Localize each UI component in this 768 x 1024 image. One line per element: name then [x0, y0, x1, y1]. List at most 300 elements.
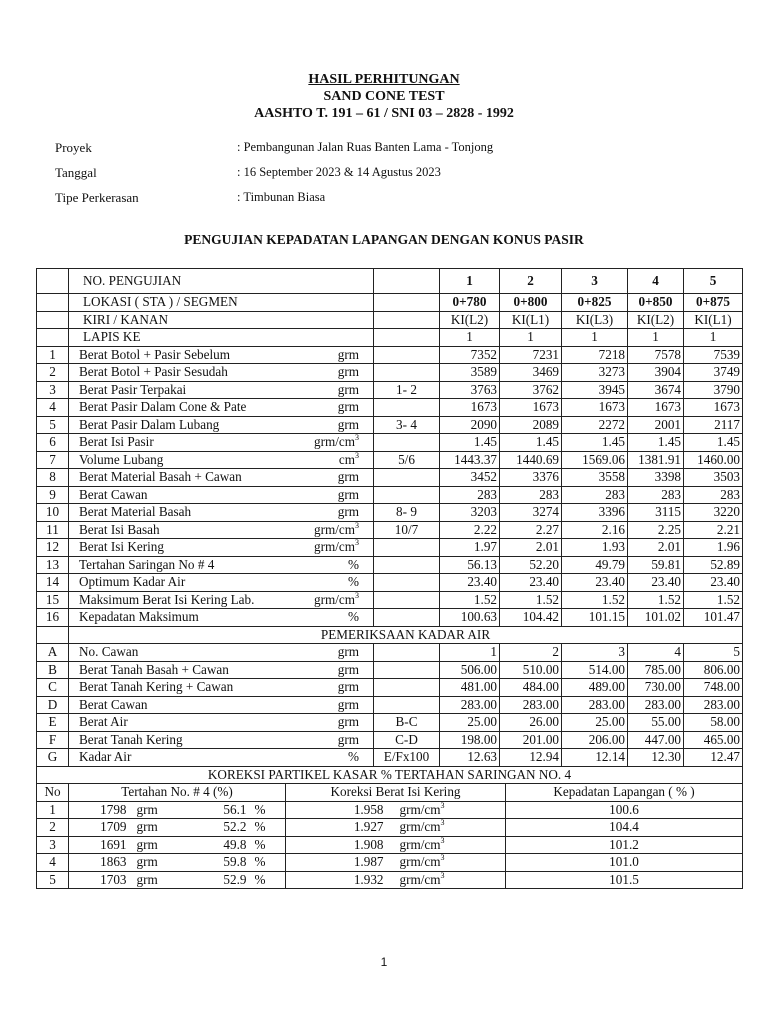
row-value: 3763 — [440, 381, 500, 399]
row-value: 59.81 — [628, 556, 684, 574]
unit-cell: grm — [289, 679, 374, 697]
koreksi-header-no: No — [37, 784, 69, 802]
row-value: 1.45 — [684, 434, 743, 452]
row-value: 3398 — [628, 469, 684, 487]
row-value: 7352 — [440, 346, 500, 364]
koreksi-table — [36, 783, 743, 889]
tertahan-percent: 59.8 — [187, 854, 249, 872]
unit-cell — [289, 486, 374, 504]
unit-text: grm — [337, 469, 359, 485]
lokasi-value: 0+780 — [440, 294, 500, 312]
no-pengujian-label: NO. PENGUJIAN — [69, 269, 374, 294]
lokasi-value: 0+825 — [562, 294, 628, 312]
row-formula: B-C — [374, 714, 440, 732]
unit-text: % — [348, 574, 359, 590]
row-value: 2 — [500, 644, 562, 662]
density-unit-text: grm/cm — [399, 871, 441, 887]
kadar-row — [37, 749, 743, 767]
row-value: 1673 — [562, 399, 628, 417]
row-value: 785.00 — [628, 661, 684, 679]
calc-row — [37, 416, 743, 434]
row-value: 2089 — [500, 416, 562, 434]
calc-row — [37, 399, 743, 417]
kepadatan-value: 101.5 — [506, 871, 743, 889]
row-value: 1443.37 — [440, 451, 500, 469]
row-value: 3 — [562, 644, 628, 662]
kepadatan-value: 104.4 — [506, 819, 743, 837]
koreksi-header-row — [37, 784, 743, 802]
row-number: 14 — [37, 574, 69, 592]
unit-cell — [289, 504, 374, 522]
meta-value: : Timbunan Biasa — [237, 190, 326, 204]
kiri-kanan-value: KI(L3) — [562, 311, 628, 329]
document-subtitle: SAND CONE TEST — [323, 89, 445, 104]
row-value: 2.27 — [500, 521, 562, 539]
row-value: 447.00 — [628, 731, 684, 749]
row-number: 3 — [37, 381, 69, 399]
unit-text: grm — [337, 346, 359, 362]
row-value: 26.00 — [500, 714, 562, 732]
row-value: 2.01 — [500, 539, 562, 557]
sand-cone-table — [36, 268, 743, 784]
row-value: 25.00 — [440, 714, 500, 732]
row-value: 1673 — [684, 399, 743, 417]
row-label: Berat Tanah Kering — [69, 731, 289, 749]
row-label: No. Cawan — [69, 644, 289, 662]
row-value: 12.14 — [562, 749, 628, 767]
row-value: 101.02 — [628, 609, 684, 627]
row-label: Kepadatan Maksimum — [69, 609, 289, 627]
row-value: 2.22 — [440, 521, 500, 539]
row-value: 1.45 — [500, 434, 562, 452]
tertahan-percent: 52.2 — [187, 819, 249, 837]
row-value: 25.00 — [562, 714, 628, 732]
row-number: 12 — [37, 539, 69, 557]
koreksi-row — [37, 854, 743, 872]
kadar-row — [37, 696, 743, 714]
row-value: 1.45 — [628, 434, 684, 452]
row-number: 8 — [37, 469, 69, 487]
percent-unit: % — [249, 819, 286, 837]
density-unit — [398, 871, 506, 889]
kepadatan-value: 101.2 — [506, 836, 743, 854]
test-number: 3 — [562, 269, 628, 294]
unit-cell: grm — [289, 731, 374, 749]
row-value: 3220 — [684, 504, 743, 522]
row-letter: D — [37, 696, 69, 714]
tertahan-percent: 56.1 — [187, 801, 249, 819]
kepadatan-value: 100.6 — [506, 801, 743, 819]
unit-text: grm — [337, 399, 359, 415]
row-label: Optimum Kadar Air — [69, 574, 289, 592]
row-label: Berat Tanah Basah + Cawan — [69, 661, 289, 679]
row-formula: 3- 4 — [374, 416, 440, 434]
row-formula — [374, 591, 440, 609]
tertahan-weight: 1798 — [69, 801, 129, 819]
row-number: 3 — [37, 836, 69, 854]
row-value: 3904 — [628, 364, 684, 382]
meta-label: Tanggal — [55, 165, 97, 180]
row-formula — [374, 679, 440, 697]
koreksi-row — [37, 819, 743, 837]
koreksi-density: 1.927 — [286, 819, 398, 837]
row-value: 1.96 — [684, 539, 743, 557]
row-formula — [374, 346, 440, 364]
lokasi-value: 0+800 — [500, 294, 562, 312]
row-label: Berat Botol + Pasir Sebelum — [69, 346, 289, 364]
tertahan-percent: 52.9 — [187, 871, 249, 889]
row-number: 1 — [37, 801, 69, 819]
row-value: 2272 — [562, 416, 628, 434]
row-value: 4 — [628, 644, 684, 662]
row-formula — [374, 609, 440, 627]
lapis-label: LAPIS KE — [69, 329, 374, 347]
row-value: 1.52 — [440, 591, 500, 609]
row-number: 11 — [37, 521, 69, 539]
test-number: 4 — [628, 269, 684, 294]
row-value: 1673 — [500, 399, 562, 417]
row-formula — [374, 434, 440, 452]
unit-cell: grm — [289, 714, 374, 732]
row-value: 1.52 — [562, 591, 628, 609]
unit-superscript: 3 — [355, 433, 359, 443]
koreksi-header-kepadatan: Kepadatan Lapangan ( % ) — [506, 784, 743, 802]
row-formula — [374, 486, 440, 504]
row-value: 283.00 — [562, 696, 628, 714]
row-value: 2.16 — [562, 521, 628, 539]
density-unit-superscript: 3 — [440, 870, 445, 880]
row-value: 283 — [500, 486, 562, 504]
row-value: 1440.69 — [500, 451, 562, 469]
row-value: 484.00 — [500, 679, 562, 697]
unit-cell — [289, 556, 374, 574]
density-unit-text: grm/cm — [399, 819, 441, 835]
tertahan-weight: 1691 — [69, 836, 129, 854]
unit-text: grm — [337, 504, 359, 520]
meta-value: : Pembangunan Jalan Ruas Banten Lama - Tonjong — [237, 140, 494, 154]
kiri-kanan-value: KI(L2) — [628, 311, 684, 329]
row-value: 3396 — [562, 504, 628, 522]
row-value: 2090 — [440, 416, 500, 434]
row-value: 283.00 — [628, 696, 684, 714]
density-unit-superscript: 3 — [440, 800, 445, 810]
kadar-air-title: PEMERIKSAAN KADAR AIR — [69, 626, 743, 644]
koreksi-row — [37, 871, 743, 889]
unit-text: % — [348, 556, 359, 572]
row-value: 3273 — [562, 364, 628, 382]
row-letter: E — [37, 714, 69, 732]
row-value: 506.00 — [440, 661, 500, 679]
row-value: 12.30 — [628, 749, 684, 767]
row-value: 12.94 — [500, 749, 562, 767]
calc-row — [37, 346, 743, 364]
test-number: 1 — [440, 269, 500, 294]
row-formula: 8- 9 — [374, 504, 440, 522]
row-value: 1.93 — [562, 539, 628, 557]
row-formula: E/Fx100 — [374, 749, 440, 767]
kadar-row — [37, 661, 743, 679]
row-label: Berat Isi Kering — [69, 539, 289, 557]
unit-cell — [289, 399, 374, 417]
unit-text: grm — [337, 364, 359, 380]
row-value: 3503 — [684, 469, 743, 487]
koreksi-density: 1.958 — [286, 801, 398, 819]
row-formula: C-D — [374, 731, 440, 749]
row-formula: 10/7 — [374, 521, 440, 539]
document-standard: AASHTO T. 191 – 61 / SNI 03 – 2828 - 1992 — [254, 106, 514, 121]
row-value: 283.00 — [684, 696, 743, 714]
tertahan-weight: 1709 — [69, 819, 129, 837]
row-letter: C — [37, 679, 69, 697]
lapis-value: 1 — [684, 329, 743, 347]
unit-text: grm — [337, 416, 359, 432]
row-value: 283 — [440, 486, 500, 504]
row-label: Berat Cawan — [69, 486, 289, 504]
lokasi-label: LOKASI ( STA ) / SEGMEN — [69, 294, 374, 312]
tertahan-unit: grm — [129, 801, 187, 819]
lapis-value: 1 — [440, 329, 500, 347]
row-value: 7218 — [562, 346, 628, 364]
row-value: 3452 — [440, 469, 500, 487]
row-number: 4 — [37, 399, 69, 417]
koreksi-row — [37, 836, 743, 854]
row-value: 23.40 — [562, 574, 628, 592]
unit-cell — [289, 591, 374, 609]
row-value: 1.45 — [440, 434, 500, 452]
unit-cell — [289, 416, 374, 434]
row-value: 1673 — [628, 399, 684, 417]
document-title: HASIL PERHITUNGAN — [308, 72, 460, 87]
row-formula — [374, 399, 440, 417]
koreksi-header-koreksi: Koreksi Berat Isi Kering — [286, 784, 506, 802]
row-value: 58.00 — [684, 714, 743, 732]
density-unit — [398, 819, 506, 837]
unit-text: grm — [337, 486, 359, 502]
row-label: Volume Lubang — [69, 451, 289, 469]
row-value: 1.52 — [628, 591, 684, 609]
calc-row — [37, 591, 743, 609]
page-number: 1 — [380, 955, 388, 969]
unit-cell — [289, 609, 374, 627]
row-value: 23.40 — [684, 574, 743, 592]
row-value: 56.13 — [440, 556, 500, 574]
density-unit-text: grm/cm — [399, 836, 441, 852]
row-value: 3749 — [684, 364, 743, 382]
lapis-value: 1 — [500, 329, 562, 347]
kadar-air-title-row — [37, 626, 743, 644]
tertahan-unit: grm — [129, 836, 187, 854]
row-value: 2001 — [628, 416, 684, 434]
row-value: 1.45 — [562, 434, 628, 452]
calc-row — [37, 539, 743, 557]
row-formula — [374, 644, 440, 662]
unit-cell — [289, 381, 374, 399]
row-label: Berat Material Basah — [69, 504, 289, 522]
row-label: Berat Material Basah + Cawan — [69, 469, 289, 487]
calc-row — [37, 364, 743, 382]
calc-row — [37, 521, 743, 539]
row-letter: B — [37, 661, 69, 679]
kadar-row — [37, 644, 743, 662]
row-value: 283 — [562, 486, 628, 504]
calc-row — [37, 574, 743, 592]
unit-text: grm/cm — [313, 591, 355, 607]
density-unit — [398, 854, 506, 872]
row-formula — [374, 574, 440, 592]
unit-text: grm/cm — [313, 521, 355, 537]
unit-superscript: 3 — [355, 451, 359, 460]
lapis-value: 1 — [562, 329, 628, 347]
row-formula — [374, 696, 440, 714]
row-value: 1460.00 — [684, 451, 743, 469]
row-formula: 1- 2 — [374, 381, 440, 399]
row-number: 16 — [37, 609, 69, 627]
density-unit-superscript: 3 — [440, 835, 445, 845]
unit-cell: % — [289, 749, 374, 767]
unit-superscript: 3 — [355, 538, 359, 548]
row-value: 3589 — [440, 364, 500, 382]
percent-unit: % — [249, 854, 286, 872]
row-value: 514.00 — [562, 661, 628, 679]
tertahan-unit: grm — [129, 819, 187, 837]
test-number: 2 — [500, 269, 562, 294]
row-value: 12.63 — [440, 749, 500, 767]
row-number: 7 — [37, 451, 69, 469]
header-row-lapis — [37, 329, 743, 347]
unit-cell — [289, 469, 374, 487]
row-number: 4 — [37, 854, 69, 872]
calc-row — [37, 486, 743, 504]
calc-row — [37, 504, 743, 522]
row-value: 52.20 — [500, 556, 562, 574]
calc-row — [37, 381, 743, 399]
row-value: 104.42 — [500, 609, 562, 627]
kiri-kanan-value: KI(L2) — [440, 311, 500, 329]
row-value: 49.79 — [562, 556, 628, 574]
unit-cell: grm — [289, 661, 374, 679]
row-number: 5 — [37, 416, 69, 434]
row-value: 23.40 — [440, 574, 500, 592]
koreksi-title: KOREKSI PARTIKEL KASAR % TERTAHAN SARINGAN NO. 4 — [37, 766, 743, 784]
koreksi-density: 1.908 — [286, 836, 398, 854]
row-value: 465.00 — [684, 731, 743, 749]
row-value: 7231 — [500, 346, 562, 364]
row-label: Berat Cawan — [69, 696, 289, 714]
header-row-no-pengujian — [37, 269, 743, 294]
row-value: 3674 — [628, 381, 684, 399]
row-value: 489.00 — [562, 679, 628, 697]
tertahan-unit: grm — [129, 854, 187, 872]
unit-cell — [289, 574, 374, 592]
row-number: 15 — [37, 591, 69, 609]
row-value: 806.00 — [684, 661, 743, 679]
lokasi-value: 0+875 — [684, 294, 743, 312]
row-number: 10 — [37, 504, 69, 522]
density-unit-text: grm/cm — [399, 854, 441, 870]
row-formula — [374, 469, 440, 487]
density-unit-superscript: 3 — [440, 853, 445, 863]
row-value: 1.97 — [440, 539, 500, 557]
kiri-kanan-label: KIRI / KANAN — [69, 311, 374, 329]
row-letter: F — [37, 731, 69, 749]
koreksi-row — [37, 801, 743, 819]
calc-row — [37, 556, 743, 574]
row-value: 23.40 — [628, 574, 684, 592]
row-label: Tertahan Saringan No # 4 — [69, 556, 289, 574]
percent-unit: % — [249, 871, 286, 889]
unit-text: % — [348, 609, 359, 625]
meta-label: Tipe Perkerasan — [55, 190, 139, 205]
kiri-kanan-value: KI(L1) — [684, 311, 743, 329]
row-value: 3115 — [628, 504, 684, 522]
koreksi-density: 1.987 — [286, 854, 398, 872]
unit-cell: grm — [289, 696, 374, 714]
row-value: 1.52 — [684, 591, 743, 609]
row-label: Berat Isi Pasir — [69, 434, 289, 452]
row-value: 7539 — [684, 346, 743, 364]
meta-value: : 16 September 2023 & 14 Agustus 2023 — [237, 165, 441, 179]
percent-unit: % — [249, 836, 286, 854]
row-label: Berat Pasir Dalam Lubang — [69, 416, 289, 434]
row-value: 3558 — [562, 469, 628, 487]
row-label: Berat Air — [69, 714, 289, 732]
row-value: 1569.06 — [562, 451, 628, 469]
row-value: 1.52 — [500, 591, 562, 609]
unit-text: grm — [337, 381, 359, 397]
tertahan-percent: 49.8 — [187, 836, 249, 854]
kadar-row — [37, 731, 743, 749]
row-value: 2.25 — [628, 521, 684, 539]
calc-row — [37, 469, 743, 487]
header-row-kiri-kanan — [37, 311, 743, 329]
unit-text: grm/cm — [313, 434, 355, 450]
row-value: 101.15 — [562, 609, 628, 627]
test-number: 5 — [684, 269, 743, 294]
koreksi-header-tertahan: Tertahan No. # 4 (%) — [69, 784, 286, 802]
lokasi-value: 0+850 — [628, 294, 684, 312]
calc-row — [37, 609, 743, 627]
row-letter: G — [37, 749, 69, 767]
row-value: 3762 — [500, 381, 562, 399]
row-label: Berat Pasir Terpakai — [69, 381, 289, 399]
row-number: 13 — [37, 556, 69, 574]
unit-cell — [289, 539, 374, 557]
row-formula — [374, 661, 440, 679]
unit-cell — [289, 451, 374, 469]
row-value: 3274 — [500, 504, 562, 522]
koreksi-title-row — [37, 766, 743, 784]
row-value: 23.40 — [500, 574, 562, 592]
row-value: 3469 — [500, 364, 562, 382]
row-value: 481.00 — [440, 679, 500, 697]
unit-cell — [289, 521, 374, 539]
row-value: 55.00 — [628, 714, 684, 732]
density-unit — [398, 801, 506, 819]
row-number: 2 — [37, 364, 69, 382]
row-value: 510.00 — [500, 661, 562, 679]
row-value: 283 — [684, 486, 743, 504]
unit-cell — [289, 434, 374, 452]
unit-text: cm — [338, 451, 355, 467]
row-label: Berat Pasir Dalam Cone & Pate — [69, 399, 289, 417]
density-unit — [398, 836, 506, 854]
row-value: 101.47 — [684, 609, 743, 627]
row-number: 9 — [37, 486, 69, 504]
tertahan-unit: grm — [129, 871, 187, 889]
row-value: 2.21 — [684, 521, 743, 539]
row-value: 1381.91 — [628, 451, 684, 469]
kepadatan-value: 101.0 — [506, 854, 743, 872]
